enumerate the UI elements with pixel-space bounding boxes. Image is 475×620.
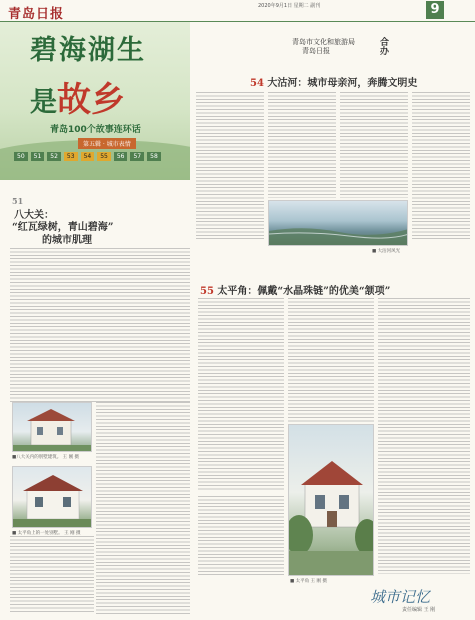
story-number-51: 51 xyxy=(31,152,45,161)
article-51-title-line2: 的城市肌理 xyxy=(42,235,92,246)
article-51-text-lower xyxy=(10,536,94,614)
story-number-53: 53 xyxy=(64,152,78,161)
calligraphy-stamp: 城市记忆 xyxy=(370,588,431,606)
villa-photo-2-image xyxy=(13,467,92,528)
article-54-column-2 xyxy=(268,92,336,198)
article-55-title: 佩戴“水晶珠链”的优美“颔项” xyxy=(257,286,391,297)
story-number-55: 55 xyxy=(97,152,111,161)
article-54-number: 54 xyxy=(250,78,264,89)
villa-photo-1-image xyxy=(13,403,92,452)
story-number-52: 52 xyxy=(47,152,61,161)
article-51-title-line1: “红瓦绿树，青山碧海” xyxy=(12,222,114,233)
banner-subtitle: 青岛100个故事连环话 xyxy=(50,125,141,135)
editor-credit: 责任编辑 王 刚 xyxy=(402,607,436,613)
banner-title-prefix: 是 xyxy=(30,87,57,118)
villa-photo-1-caption: ■八大关内的别墅建筑。 王 刚 摄 xyxy=(12,455,80,460)
story-number-50: 50 xyxy=(14,152,28,161)
banner-title-highlight: 故乡 xyxy=(57,80,125,120)
article-54-title: 城市母亲河，奔腾文明史 xyxy=(307,78,418,89)
article-55-label: 太平角： xyxy=(217,286,258,297)
river-caption: ■ 大沽河风光 xyxy=(372,249,401,254)
paper-name: 青岛日报 xyxy=(8,7,65,22)
article-54-column-1 xyxy=(196,92,264,240)
partner-suffix: 合办 xyxy=(380,38,390,57)
article-51-label: 八大关： xyxy=(14,210,54,221)
article-54-column-3 xyxy=(340,92,408,198)
article-51-text-upper xyxy=(10,248,190,402)
river-photo-image xyxy=(269,201,408,246)
villa-photo-2 xyxy=(12,466,92,528)
article-54-headline xyxy=(250,74,417,89)
story-number-strip xyxy=(14,152,161,161)
issue-info: 2020年9月1日 星期二 副刊 xyxy=(258,3,321,9)
masthead xyxy=(0,0,475,22)
banner-title-line1: 碧海湖生 xyxy=(30,35,146,66)
villa-photo-3 xyxy=(288,424,374,576)
article-55-column-1 xyxy=(198,298,284,492)
page-number: 9 xyxy=(426,1,444,19)
story-number-58: 58 xyxy=(147,152,161,161)
article-55-column-2 xyxy=(288,298,374,422)
series-label: 第五辑 · 城市表情 xyxy=(78,138,136,149)
partner-line2: 青岛日报 xyxy=(302,47,330,55)
villa-photo-1 xyxy=(12,402,92,452)
story-number-56: 56 xyxy=(114,152,128,161)
article-54-column-4 xyxy=(412,92,470,240)
article-51-number: 51 xyxy=(12,196,24,206)
villa-photo-2-caption: ■ 太平角上的一处别墅。 王 刚 摄 xyxy=(12,531,81,536)
story-number-54: 54 xyxy=(81,152,95,161)
feature-banner xyxy=(0,22,190,180)
article-55-number: 55 xyxy=(200,286,214,297)
partner-line1: 青岛市文化和旅游局 xyxy=(292,38,355,46)
story-number-57: 57 xyxy=(130,152,144,161)
villa-photo-3-image xyxy=(289,425,374,576)
river-photo xyxy=(268,200,408,246)
article-54-label: 大沽河： xyxy=(267,78,308,89)
banner-title-line2 xyxy=(30,72,125,121)
villa-photo-3-caption: ■ 太平角 王 刚 摄 xyxy=(290,579,327,584)
article-55-headline xyxy=(200,282,390,297)
article-55-column-3 xyxy=(378,298,470,574)
partner-credit xyxy=(292,38,390,57)
article-51-text-right xyxy=(96,402,190,614)
article-55-column-1-lower xyxy=(198,496,284,576)
